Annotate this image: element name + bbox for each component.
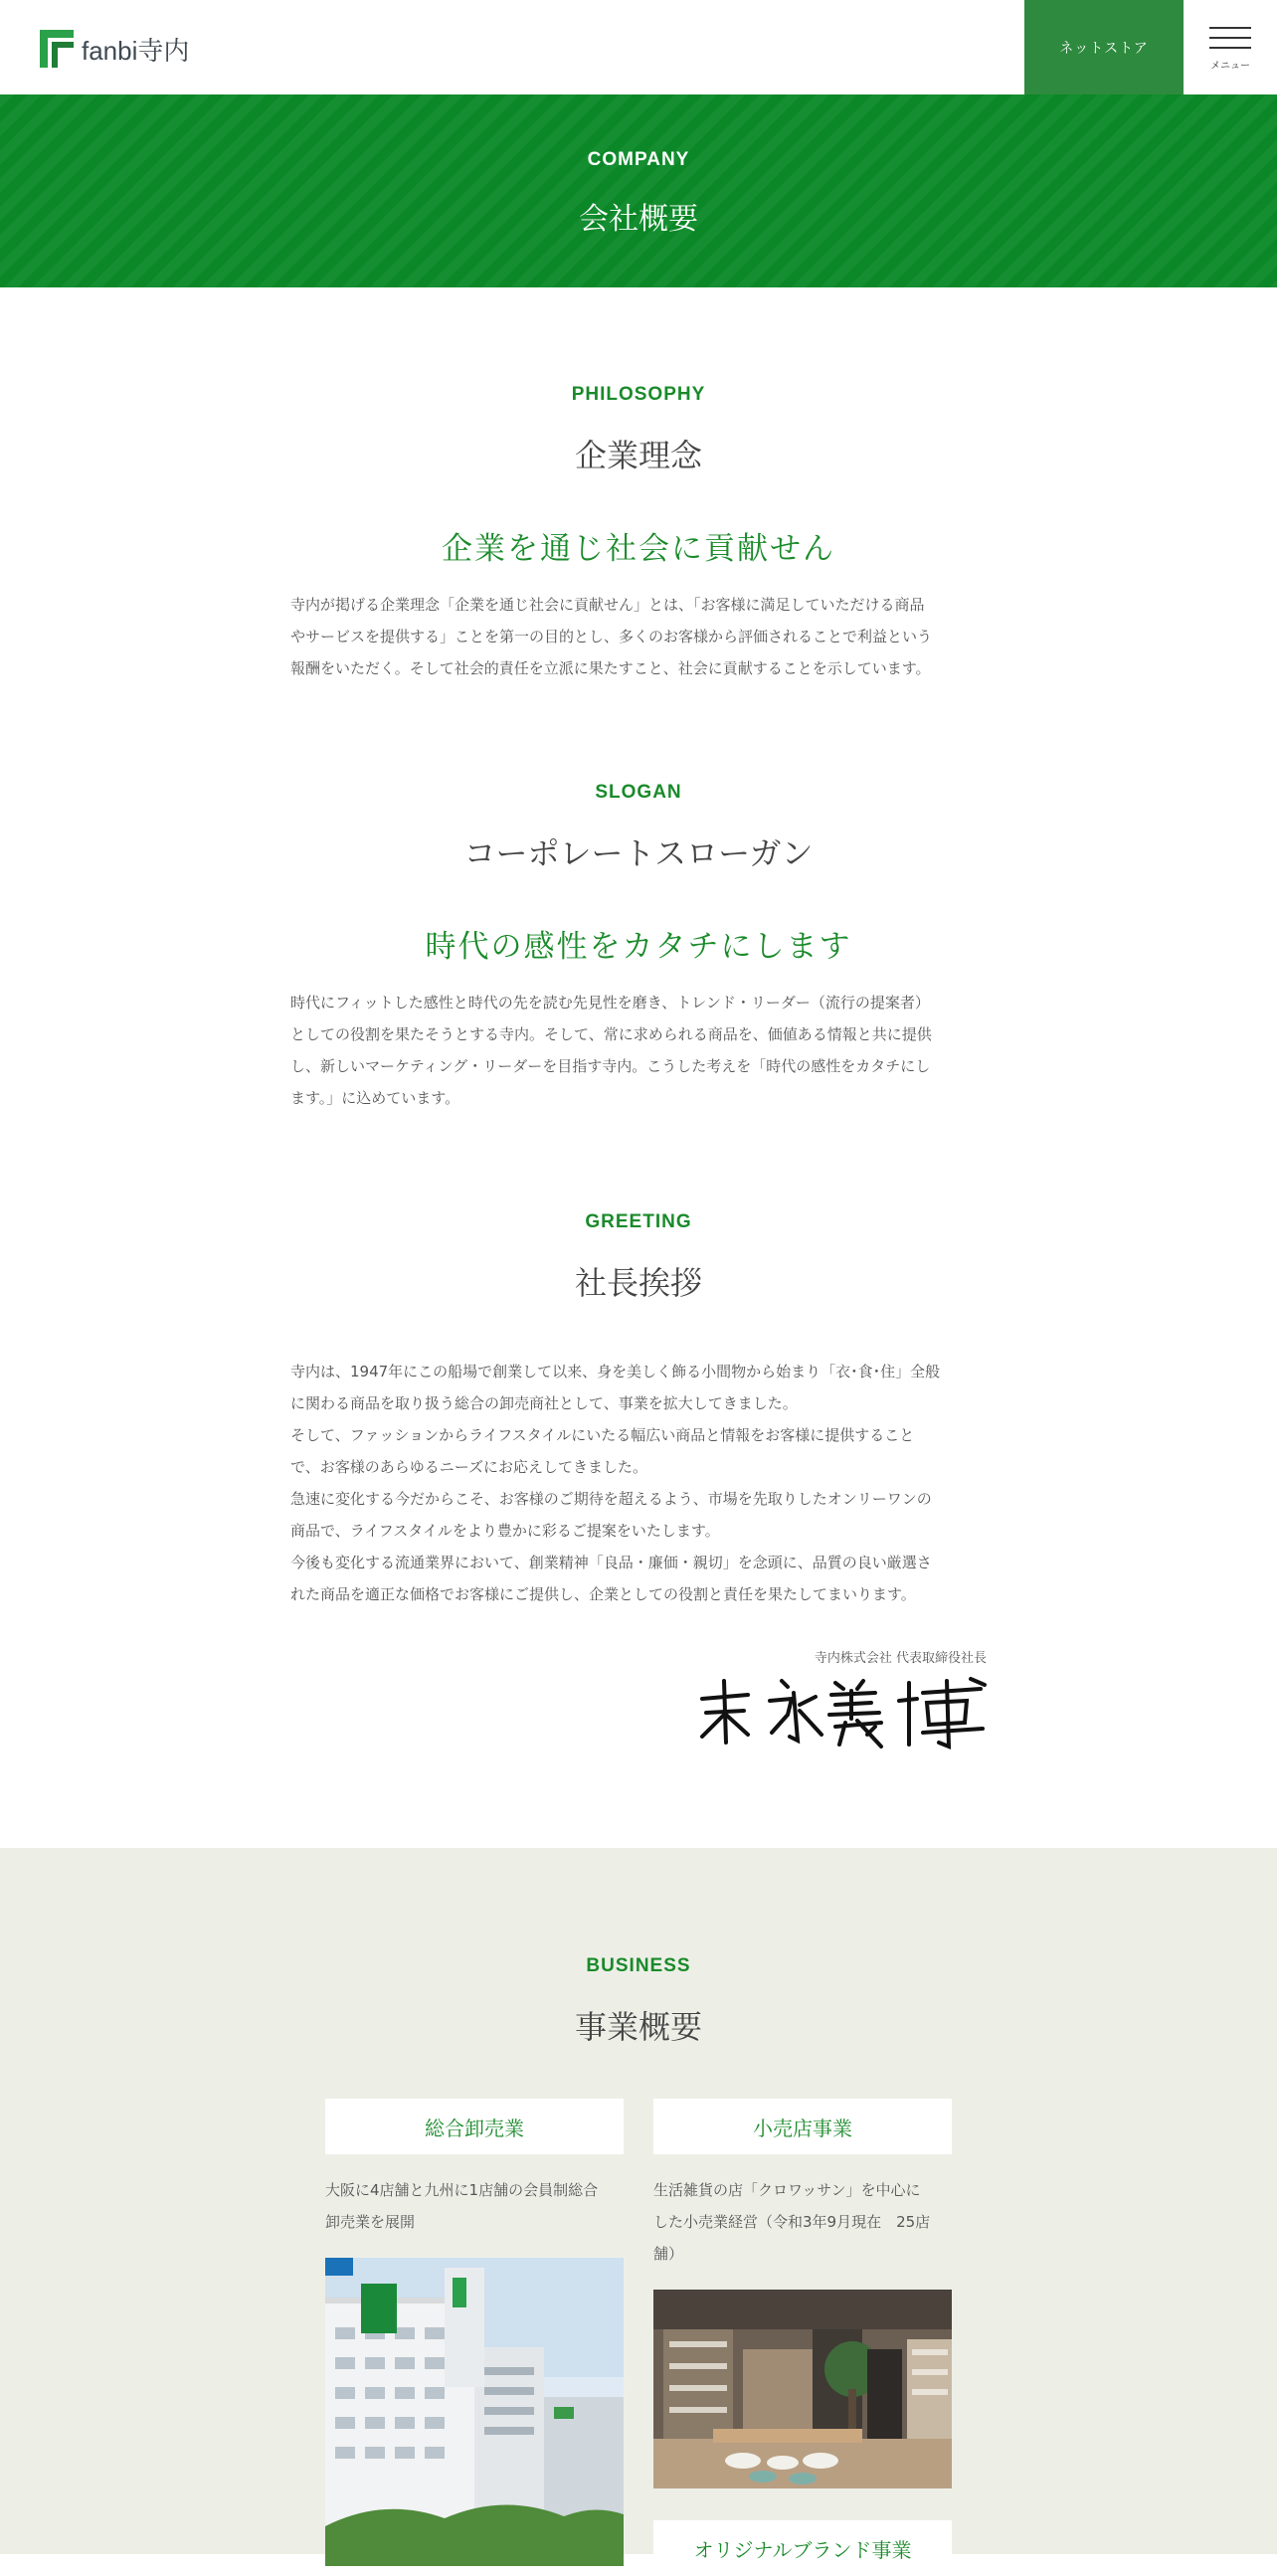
slogan-catchphrase: 時代の感性をカタチにします [425,929,852,965]
slogan-line: ます。」に込めています。 [290,1089,460,1107]
business-card-desc-line: 卸売業を展開 [325,2213,416,2231]
business-card-desc [653,2174,952,2270]
business-card-title[interactable]: 総合卸売業 [325,2099,624,2154]
menu-label: メニュー [1210,61,1250,72]
business-section [0,1848,1277,2562]
logo-text: fanbi寺内 [82,35,190,66]
site-header [0,0,1277,94]
page-title: 会社概要 [579,202,698,237]
net-store-button[interactable]: ネットストア [1024,0,1184,94]
slogan-en-heading: SLOGAN [595,782,682,803]
hamburger-icon-bar [1209,47,1251,49]
greeting-line: 商品で、ライフスタイルをより豊かに彩るご提案をいたします。 [290,1522,720,1540]
greeting-line: 寺内は、1947年にこの船場で創業して以来、身を美しく飾る小間物から始まり「衣･食･住」全般 [290,1363,941,1380]
page-hero [0,94,1277,287]
store-interior-photo [653,2290,952,2488]
greeting-line: れた商品を適正な価格でお客様にご提供し、企業としての役割と責任を果たしてまいります。 [290,1585,916,1603]
president-signature [696,1671,990,1750]
greeting-line: そして、ファッションからライフスタイルにいたる幅広い商品と情報をお客様に提供すること [290,1426,915,1444]
building-photo [325,2258,624,2566]
slogan-line: としての役割を果たそうとする寺内。そして、常に求められる商品を、価値ある情報と共に提供 [290,1025,932,1043]
site-logo[interactable] [38,28,189,70]
slogan-line: し、新しいマーケティング・リーダーを目指す寺内。こうした考えを「時代の感性をカタチにし [290,1057,931,1075]
business-card-desc-line: 舗） [653,2245,684,2263]
hero-en-title: COMPANY [587,149,690,170]
slogan-text [290,987,987,1114]
business-card-title[interactable]: オリジナルブランド事業 [653,2520,952,2576]
philosophy-heading: 企業理念 [574,437,702,474]
philosophy-line: 寺内が掲げる企業理念「企業を通じ社会に貢献せん」とは、「お客様に満足していただける商品 [290,596,925,614]
greeting-en-heading: GREETING [585,1211,692,1232]
philosophy-text [290,589,987,684]
business-heading: 事業概要 [574,2008,702,2046]
slogan-heading: コーポレートスローガン [463,834,814,872]
greeting-heading: 社長挨拶 [574,1264,702,1302]
greeting-line: 今後も変化する流通業界において、創業精神「良品・廉価・親切」を念頭に、品質の良い厳選さ [290,1554,932,1571]
menu-button[interactable] [1184,0,1277,94]
business-en-heading: BUSINESS [586,1955,691,1976]
philosophy-en-heading: PHILOSOPHY [571,384,706,405]
greeting-line: で、お客様のあらゆるニーズにお応えしてきました。 [290,1458,647,1476]
greeting-text [290,1356,987,1610]
greeting-line: に関わる商品を取り扱う総合の卸売商社として、事業を拡大してきました。 [290,1394,798,1412]
greeting-line: 急速に変化する今だからこそ、お客様のご期待を超えるよう、市場を先取りしたオンリーワンの [290,1490,932,1508]
fanbi-logo-icon [38,28,78,70]
philosophy-catchphrase: 企業を通じ社会に貢献せん [442,531,835,567]
business-card-desc-line: した小売業経営（令和3年9月現在 25店 [653,2213,931,2231]
business-card-desc-line: 生活雑貨の店「クロワッサン」を中心に [653,2181,921,2199]
signature-caption: 寺内株式会社 代表取締役社長 [814,1651,987,1666]
philosophy-line: 報酬をいただく。そして社会的責任を立派に果たすこと、社会に貢献することを示しています。 [290,659,931,677]
business-card-desc [325,2174,624,2238]
slogan-line: 時代にフィットした感性と時代の先を読む先見性を磨き、トレンド・リーダー（流行の提案者） [290,994,930,1012]
hamburger-icon [1209,27,1251,29]
philosophy-line: やサービスを提供する」ことを第一の目的とし、多くのお客様から評価されることで利益という [290,628,933,645]
hamburger-icon-bar [1209,37,1251,39]
business-card-desc-line: 大阪に4店舗と九州に1店舗の会員制総合 [325,2181,599,2199]
business-card-title[interactable]: 小売店事業 [653,2099,952,2154]
